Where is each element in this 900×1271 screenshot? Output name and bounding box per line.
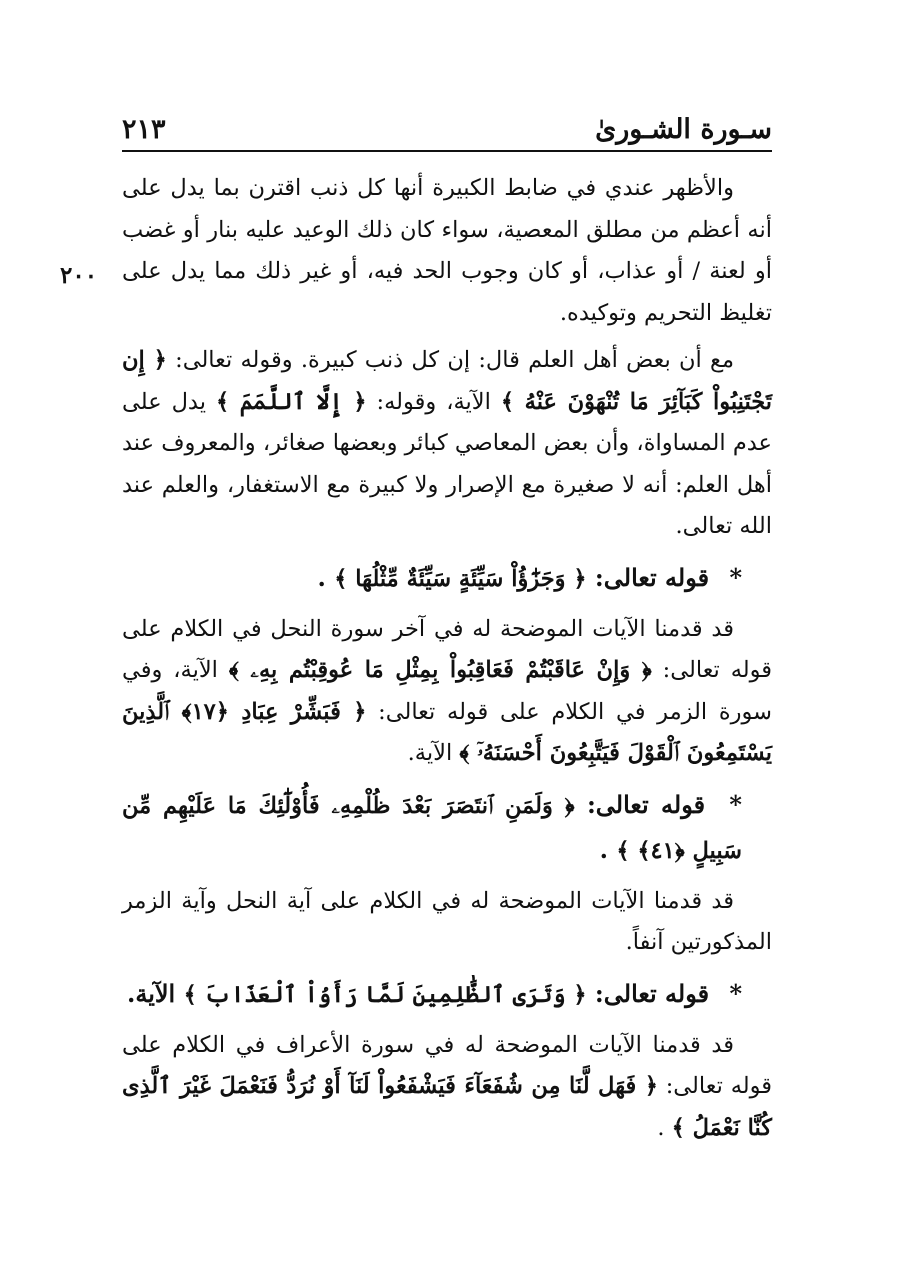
main-text [122, 168, 772, 1155]
section-commentary [122, 1025, 772, 1150]
paragraph-major-sin-definition [122, 168, 772, 334]
quran-verse: ﴿ إِن تَجْتَنِبُواْ كَبَآئِرَ مَا تُنْهَوْنَ عَنْهُ ﴾ [122, 347, 773, 415]
paragraph-text: الآية، وقوله: [376, 388, 491, 415]
quran-verse: ﴿ وَجَزَٰٓؤُاْ سَيِّئَةٍ سَيِّئَةٌ مِّثْلُهَا ﴾ [334, 565, 587, 592]
paragraph-sins-classification [122, 340, 772, 548]
asterisk-icon: * [729, 789, 742, 819]
quran-verse: ﴿ وَلَمَنِ ٱنتَصَرَ بَعْدَ ظُلْمِهِۦ فَأُوْلَٰٓئِكَ مَا عَلَيْهِم مِّن سَبِيلٍ ﴿٤١﴾ ﴾ [122, 792, 742, 864]
section-heading [122, 972, 772, 1017]
quran-verse: ﴿ إِلَّا ٱللَّمَمَ ﴾ [215, 388, 367, 415]
paragraph-text: قد قدمنا الآيات الموضحة له في آخر سورة النحل في الكلام على قوله تعالى: [122, 615, 773, 683]
heading-tail: . [317, 562, 326, 592]
section-commentary [122, 881, 772, 964]
running-title: سـورة الشـورىٰ [595, 114, 772, 145]
section-commentary [122, 609, 772, 775]
section-heading [122, 556, 772, 601]
heading-tail: . [599, 834, 608, 864]
quran-verse: ﴿ وَتَرَى ٱلظَّٰلِمِينَ لَمَّا رَأَوُاْ ٱلْعَذَابَ ﴾ [183, 981, 587, 1008]
page-number: ٢١٣ [122, 114, 166, 145]
page-header [122, 112, 772, 148]
heading-label: قوله تعالى: [594, 978, 710, 1008]
heading-label: قوله تعالى: [586, 789, 706, 819]
quran-verse: ﴿ وَإِنْ عَاقَبْتُمْ فَعَاقِبُواْ بِمِثْلِ مَا عُوقِبْتُم بِهِۦ ﴾ [228, 657, 652, 683]
paragraph-text: يدل على عدم المساواة، وأن بعض المعاصي كبائر وبعضها صغائر، والمعروف عند أهل العلم: أنه لا صغيرة مع الإصرار ولا كبيرة مع الاستغفار، والعلم عند الله تعالى. [122, 388, 772, 539]
asterisk-icon: * [729, 978, 742, 1008]
paragraph-text: مع أن بعض أهل العلم قال: إن كل ذنب كبيرة. وقوله تعالى: [175, 347, 735, 373]
paragraph-text: قد قدمنا الآيات الموضحة له في الكلام على آية النحل وآية الزمر المذكورتين آنفاً. [122, 887, 772, 955]
paragraph-text: . [657, 1114, 665, 1141]
section-heading [122, 783, 772, 873]
header-rule [122, 150, 772, 152]
asterisk-icon: * [729, 562, 742, 592]
paragraph-text: قد قدمنا الآيات الموضحة له في سورة الأعراف في الكلام على قوله تعالى: [122, 1031, 772, 1099]
heading-tail: الآية. [126, 978, 176, 1008]
heading-label: قوله تعالى: [594, 562, 710, 592]
paragraph-text: الآية، وفي سورة الزمر في الكلام على قوله تعالى: [122, 657, 773, 725]
paragraph-text: الآية. [407, 740, 453, 766]
quran-verse: ﴿ فَبَشِّرْ عِبَادِ ﴿١٧﴾ ٱلَّذِينَ يَسْتَمِعُونَ ٱلْقَوْلَ فَيَتَّبِعُونَ أَحْسَنَهُۥٓ ﴾ [122, 698, 772, 766]
margin-page-reference: ٢٠٠ [60, 262, 98, 289]
paragraph-text: والأظهر عندي في ضابط الكبيرة أنها كل ذنب اقترن بما يدل على أنه أعظم من مطلق المعصية، سواء كان ذلك الوعيد عليه بنار أو غضب أو لعنة / أو عذاب، أو كان وجوب الحد فيه، أو غير ذلك مما يدل على تغليظ التحريم وتوكيده. [122, 175, 772, 326]
quran-verse: ﴿ فَهَل لَّنَا مِن شُفَعَآءَ فَيَشْفَعُواْ لَنَآ أَوْ نُرَدُّ فَنَعْمَلَ غَيْرَ ٱلَّذِى كُنَّا نَعْمَلُ ﴾ [122, 1073, 772, 1141]
